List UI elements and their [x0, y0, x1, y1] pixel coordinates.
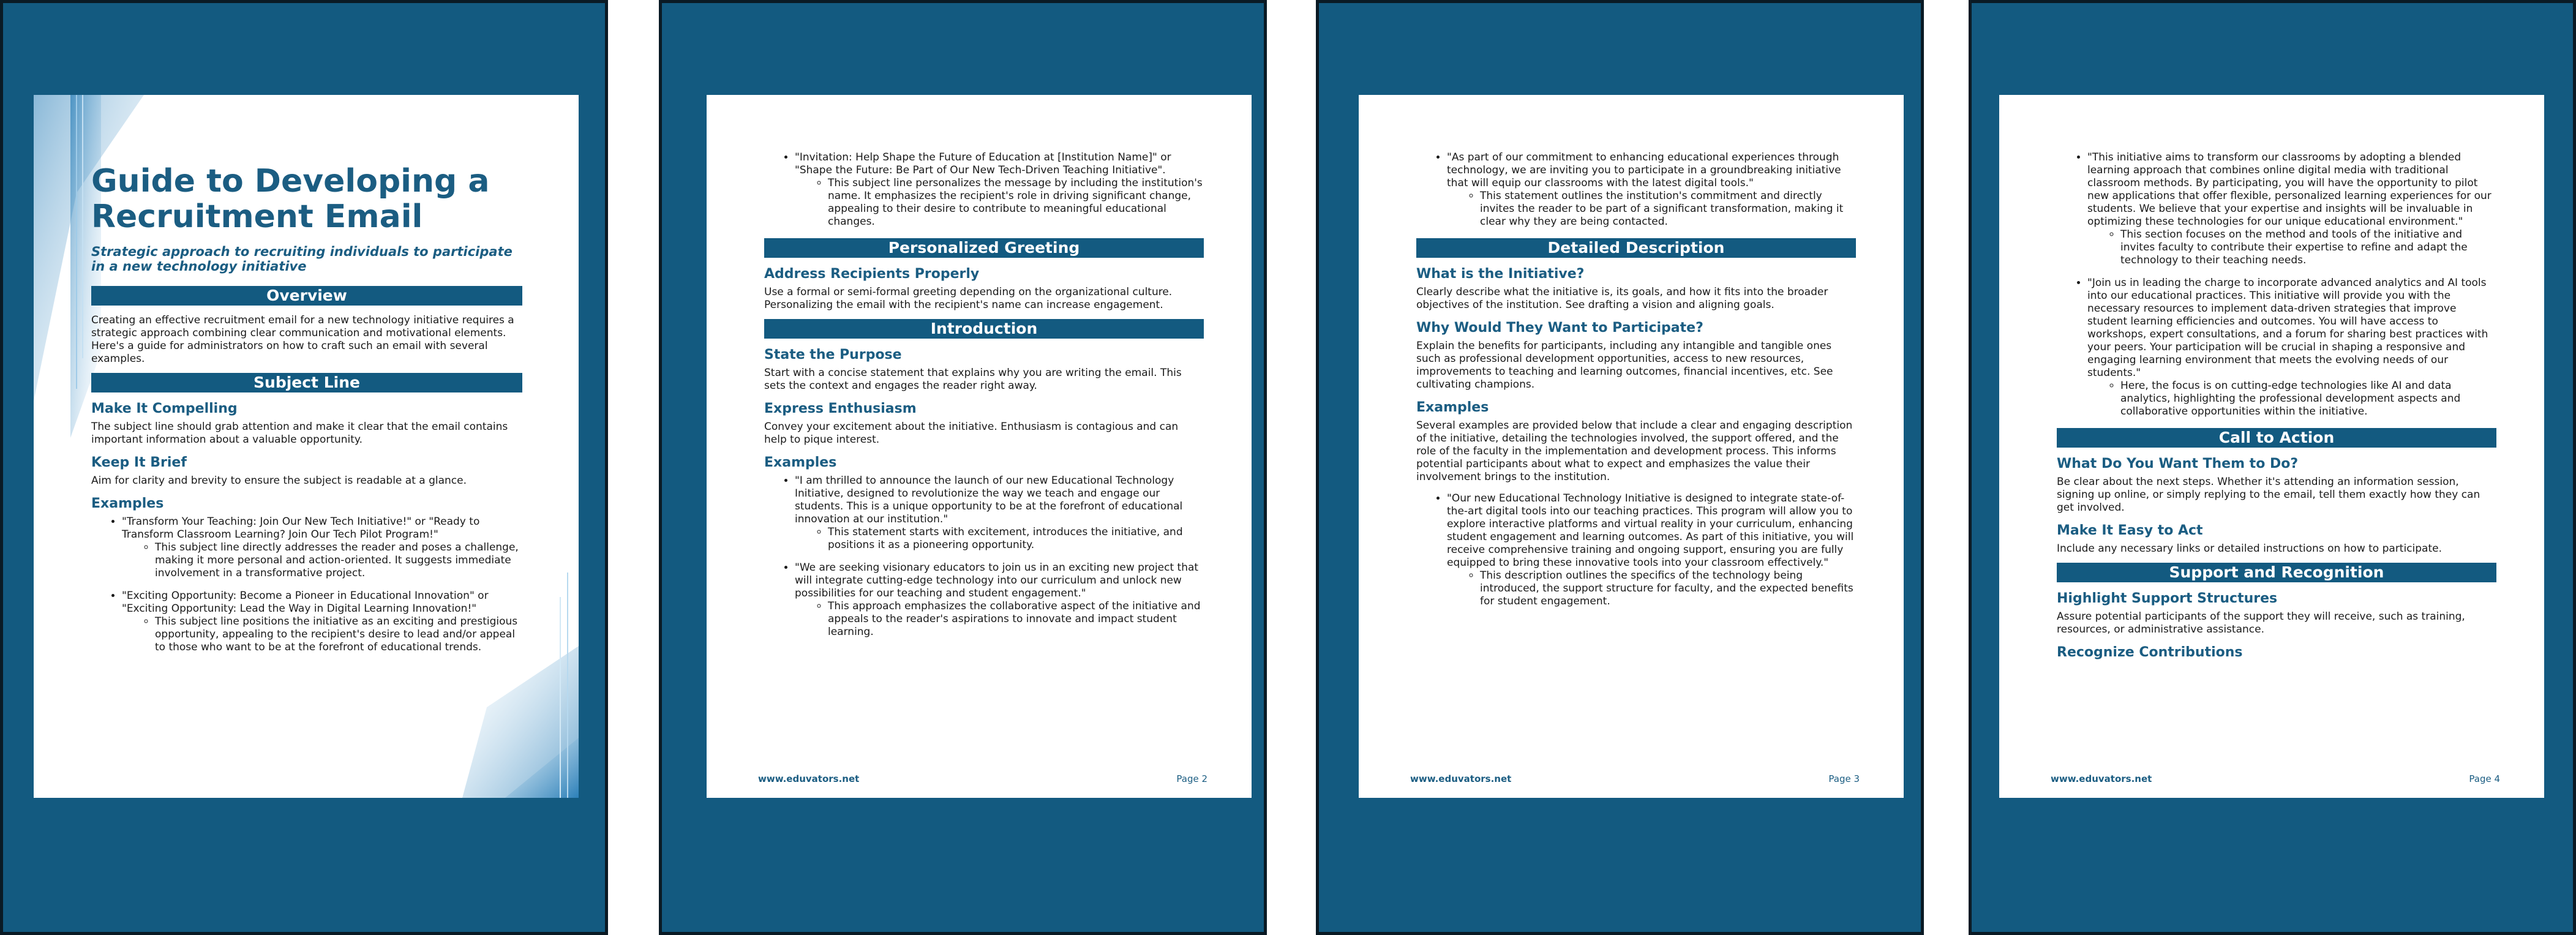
examples-list [1416, 151, 1856, 228]
example-quote: "This initiative aims to transform our classrooms by adopting a blended learning approach that combines online digital media with traditional classroom methods. By participating, you will have the opportunity to pilot new applications that offer flexible, personalized learning experiences for our students. We believe that your expertise and insights will be invaluable in optimizing these technologies for our unique educational environment." [2087, 151, 2492, 228]
examples-list [91, 516, 522, 654]
page-4-content [2057, 151, 2496, 664]
examples-list [764, 475, 1204, 639]
example-quote: "I am thrilled to announce the launch of our new Educational Technology Initiative, designed to revolutionize the way we teach and engage our students. This is a unique opportunity to be at the forefront of educational innovation at our institution." [795, 475, 1183, 525]
page-1 [34, 95, 579, 798]
what-text: Clearly describe what the initiative is, its goals, and how it fits into the broader objectives of the institution. See drafting a vision and aligning goals. [1416, 286, 1828, 311]
list-item [2087, 277, 2496, 418]
footer-site-link[interactable]: www.eduvators.net [758, 773, 860, 784]
heading-why-participate: Why Would They Want to Participate? [1416, 320, 1703, 336]
heading-highlight-support: Highlight Support Structures [2057, 591, 2278, 606]
examples-text: Several examples are provided below that include a clear and engaging description of the initiative, detailing the technologies involved, the support offered, and the role of the faculty in the implementation and development process. This informs potential participants about what to expect and emphasizes the value their involvement brings to the institution. [1416, 419, 1853, 483]
page-number: Page 2 [1176, 773, 1207, 784]
heading-examples: Examples [1416, 400, 1489, 415]
page-footer [758, 773, 1207, 784]
heading-examples: Examples [764, 455, 837, 470]
page-1-content [91, 163, 522, 664]
document-title: Guide to Developing a Recruitment Email [91, 163, 490, 235]
section-bar-personalized-greeting: Personalized Greeting [764, 238, 1204, 258]
example-quote: "Invitation: Help Shape the Future of Education at [Institution Name]" or "Shape the Future: Be Part of Our New Tech-Driven Teaching Initiative". [795, 151, 1171, 176]
list-item [1447, 492, 1856, 608]
example-note: ◦ This statement starts with excitement, introduces the initiative, and positions it as a pioneering opportunity. [828, 526, 1204, 552]
section-bar-detailed-description: Detailed Description [1416, 238, 1856, 258]
list-item [122, 590, 522, 654]
brief-text: Aim for clarity and brevity to ensure the subject is readable at a glance. [91, 475, 467, 487]
example-quote: "We are seeking visionary educators to join us in an exciting new project that will integrate cutting-edge technology into our curriculum and unlock new possibilities for our teaching and student engagement." [795, 561, 1199, 599]
example-note: ◦ This subject line positions the initiative as an exciting and prestigious opportunity, appealing to the recipient's desire to lead and/or appeal to those who want to be at the forefront of educational trends. [155, 615, 522, 654]
example-quote: "Exciting Opportunity: Become a Pioneer in Educational Innovation" or "Exciting Opportunity: Lead the Way in Digital Learning Innovation!" [122, 590, 489, 615]
section-bar-support-recognition: Support and Recognition [2057, 563, 2496, 582]
example-quote: "Join us in leading the charge to incorporate advanced analytics and AI tools into our educational practices. This initiative will provide you with the necessary resources to implement data-driven strategies that improve student learning efficiencies and outcomes. You will have access to workshops, expert consultations, and a forum for sharing best practices with your peers. Your participation will be crucial in shaping a responsive and engaging learning environment that meets the evolving needs of our students." [2087, 277, 2488, 379]
compelling-text: The subject line should grab attention and make it clear that the email contains important information about a valuable opportunity. [91, 421, 508, 446]
examples-list [1416, 492, 1856, 608]
heading-make-it-compelling: Make It Compelling [91, 401, 238, 416]
example-note: ◦ This section focuses on the method and tools of the initiative and invites faculty to contribute their expertise to refine and adapt the technology to their teaching needs. [2120, 228, 2496, 267]
page-3 [1359, 95, 1904, 798]
document-subtitle: Strategic approach to recruiting individuals to participate in a new technology initiative [91, 244, 513, 274]
enthusiasm-text: Convey your excitement about the initiative. Enthusiasm is contagious and can help to pique interest. [764, 421, 1179, 446]
example-note: ◦ This statement outlines the institution's commitment and directly invites the reader to be part of a significant transformation, making it clear why they are being contacted. [1480, 190, 1856, 228]
easy-text: Include any necessary links or detailed instructions on how to participate. [2057, 543, 2442, 555]
footer-site-link[interactable]: www.eduvators.net [1410, 773, 1512, 784]
page-4 [1999, 95, 2544, 798]
example-quote: "As part of our commitment to enhancing educational experiences through technology, we are inviting you to participate in a groundbreaking initiative that will equip our classrooms with the latest digital tools." [1447, 151, 1841, 189]
list-item [795, 475, 1204, 552]
what-want-text: Be clear about the next steps. Whether it's attending an information session, signing up online, or simply replying to the email, tell them exactly how they can get involved. [2057, 476, 2480, 514]
heading-express-enthusiasm: Express Enthusiasm [764, 401, 917, 416]
section-bar-introduction: Introduction [764, 319, 1204, 339]
page-3-content [1416, 151, 1856, 618]
example-note: ◦ This subject line directly addresses the reader and poses a challenge, making it more personal and action-oriented. It suggests immediate involvement in a transformative project. [155, 541, 522, 580]
heading-what-do-you-want: What Do You Want Them to Do? [2057, 456, 2299, 471]
heading-examples: Examples [91, 496, 164, 511]
overview-text: Creating an effective recruitment email for a new technology initiative requires a strategic approach combining clear communication and motivational elements. Here's a guide for administrators on how to craft such an email with several examples. [91, 314, 514, 365]
heading-keep-it-brief: Keep It Brief [91, 455, 187, 470]
why-text: Explain the benefits for participants, including any intangible and tangible ones such as professional development opportunities, access to new resources, improvements to teaching and learning outcomes, financial incentives, etc. See cultivating champions. [1416, 340, 1833, 391]
example-note: ◦ This description outlines the specifics of the technology being introduced, the support structure for faculty, and the expected benefits for student engagement. [1480, 569, 1856, 608]
examples-list [2057, 151, 2496, 418]
page-footer [1410, 773, 1860, 784]
footer-site-link[interactable]: www.eduvators.net [2051, 773, 2152, 784]
page-footer [2051, 773, 2500, 784]
address-text: Use a formal or semi-formal greeting depending on the organizational culture. Personalizing the email with the recipient's name can increase engagement. [764, 286, 1173, 311]
heading-recognize-contributions: Recognize Contributions [2057, 645, 2243, 660]
heading-address-recipients: Address Recipients Properly [764, 266, 980, 282]
section-bar-overview: Overview [91, 286, 522, 306]
examples-list [764, 151, 1204, 228]
page-number: Page 3 [1828, 773, 1860, 784]
purpose-text: Start with a concise statement that explains why you are writing the email. This sets the context and engages the reader right away. [764, 367, 1182, 392]
heading-what-is-initiative: What is the Initiative? [1416, 266, 1585, 282]
example-quote: "Transform Your Teaching: Join Our New Tech Initiative!" or "Ready to Transform Classroom Learning? Join Our Tech Pilot Program!" [122, 516, 480, 541]
list-item [122, 516, 522, 580]
example-note: ◦ This approach emphasizes the collaborative aspect of the initiative and appeals to the reader's aspirations to innovate and impact student learning. [828, 600, 1204, 639]
example-note: ◦ Here, the focus is on cutting-edge technologies like AI and data analytics, highlighting the professional development aspects and collaborative opportunities within the initiative. [2120, 380, 2496, 418]
page-4-panel [1969, 0, 2576, 935]
list-item [795, 151, 1204, 228]
section-bar-subject-line: Subject Line [91, 373, 522, 392]
page-3-panel [1316, 0, 1924, 935]
page-1-panel [0, 0, 608, 935]
page-2 [707, 95, 1252, 798]
page-2-content [764, 151, 1204, 648]
list-item [1447, 151, 1856, 228]
page-2-panel [659, 0, 1267, 935]
heading-make-it-easy: Make It Easy to Act [2057, 523, 2203, 538]
highlight-text: Assure potential participants of the support they will receive, such as training, resources, or administrative assistance. [2057, 610, 2465, 636]
list-item [2087, 151, 2496, 267]
example-quote: "Our new Educational Technology Initiative is designed to integrate state-of-the-art digital tools into our teaching practices. This program will allow you to explore interactive platforms and virtual reality in your curriculum, enhancing student engagement and learning outcomes. As part of this initiative, you will receive comprehensive training and ongoing support, ensuring you are fully equipped to bring these innovative tools into your classroom effectively." [1447, 492, 1854, 569]
example-note: ◦ This subject line personalizes the message by including the institution's name. It emphasizes the recipient's role in driving significant change, appealing to their desire to contribute to meaningful educational changes. [828, 177, 1204, 228]
page-number: Page 4 [2469, 773, 2500, 784]
heading-state-purpose: State the Purpose [764, 347, 902, 362]
section-bar-call-to-action: Call to Action [2057, 428, 2496, 448]
list-item [795, 561, 1204, 639]
